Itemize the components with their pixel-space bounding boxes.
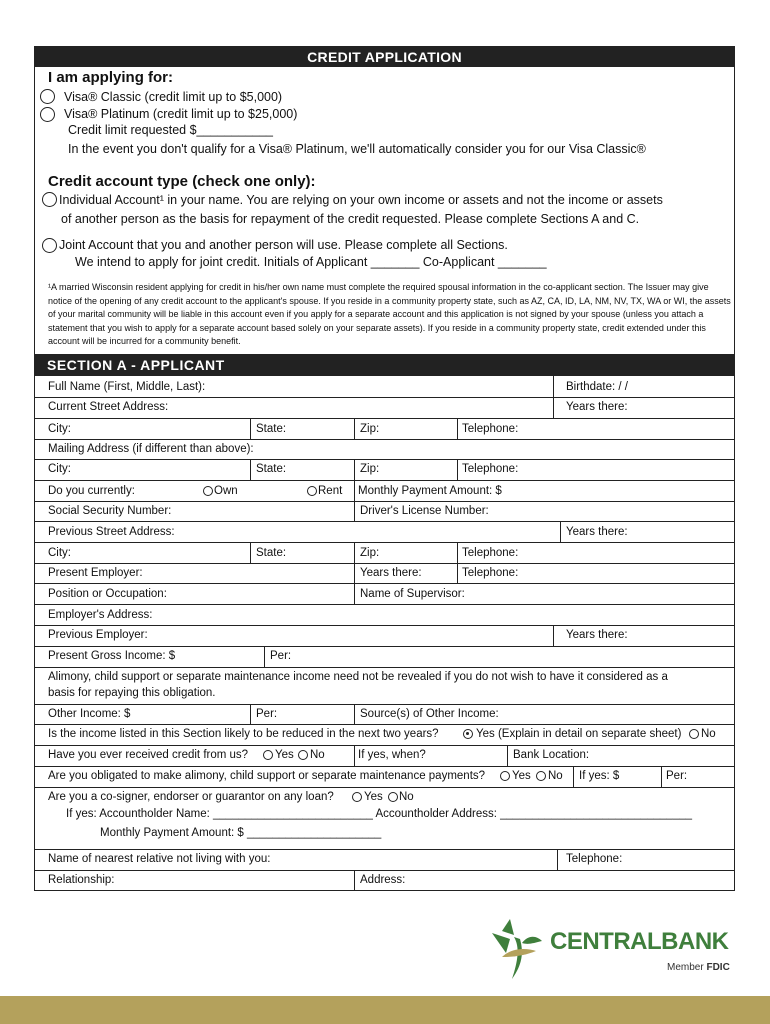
previous-street-field[interactable]: Previous Street Address: <box>48 526 175 538</box>
previous-zip-field[interactable]: Zip: <box>360 547 380 559</box>
gross-income-per-field[interactable]: Per: <box>270 650 292 662</box>
joint-text-1: Joint Account that you and another person will use. Please complete all Sections. <box>59 238 508 252</box>
received-credit-no-radio[interactable] <box>298 750 308 760</box>
mailing-telephone-field[interactable]: Telephone: <box>462 463 519 475</box>
income-reduced-question: Is the income listed in this Section likely to be reduced in the next two years? <box>48 728 439 740</box>
position-field[interactable]: Position or Occupation: <box>48 588 167 600</box>
individual-text-2: of another person as the basis for repayment of the credit requested. Please complete Sections A and C. <box>61 212 640 226</box>
platinum-radio[interactable] <box>40 107 55 122</box>
central-bank-leaf-icon <box>488 913 558 983</box>
other-income-per-field[interactable]: Per: <box>256 708 278 720</box>
drivers-license-field[interactable]: Driver's License Number: <box>360 505 489 517</box>
previous-employer-years-field[interactable]: Years there: <box>566 629 628 641</box>
alimony-obligation-question: Are you obligated to make alimony, child support or separate maintenance payments? <box>48 770 486 782</box>
bottom-bar <box>0 996 770 1024</box>
mailing-state-field[interactable]: State: <box>256 463 287 475</box>
relative-address-field[interactable]: Address: <box>360 874 406 886</box>
income-reduced-yes-label: Yes (Explain in detail on separate sheet) <box>476 728 682 740</box>
classic-radio[interactable] <box>40 89 55 104</box>
mailing-city-field[interactable]: City: <box>48 463 71 475</box>
present-employer-field[interactable]: Present Employer: <box>48 567 143 579</box>
years-there-field[interactable]: Years there: <box>566 401 628 413</box>
employer-telephone-field[interactable]: Telephone: <box>462 567 519 579</box>
received-credit-question: Have you ever received credit from us? <box>48 749 249 761</box>
joint-radio[interactable] <box>42 238 57 253</box>
accountholder-fields[interactable]: If yes: Accountholder Name: _________________________ Accountholder Address: ______________________________ <box>66 808 693 820</box>
platinum-label: Visa® Platinum (credit limit up to $25,000) <box>64 107 298 121</box>
alimony-note-2: basis for repaying this obligation. <box>48 687 216 699</box>
obligation-amount-field[interactable]: If yes: $ <box>579 770 620 782</box>
previous-city-field[interactable]: City: <box>48 547 71 559</box>
relative-telephone-field[interactable]: Telephone: <box>566 853 623 865</box>
telephone-field[interactable]: Telephone: <box>462 423 519 435</box>
rent-label: Rent <box>318 485 343 497</box>
income-reduced-no-label: No <box>701 728 716 740</box>
obligation-per-field[interactable]: Per: <box>666 770 688 782</box>
previous-state-field[interactable]: State: <box>256 547 287 559</box>
previous-years-there-field[interactable]: Years there: <box>566 526 628 538</box>
income-sources-field[interactable]: Source(s) of Other Income: <box>360 708 499 720</box>
cosigner-question: Are you a co-signer, endorser or guarantor on any loan? <box>48 791 334 803</box>
own-radio[interactable] <box>203 486 213 496</box>
cosigner-yes-radio[interactable] <box>352 792 362 802</box>
brand-name: CENTRALBANK <box>550 928 729 955</box>
current-street-field[interactable]: Current Street Address: <box>48 401 169 413</box>
alimony-note-1: Alimony, child support or separate maintenance income need not be revealed if you do not wish to have it considered as a <box>48 671 668 683</box>
individual-text-1: Individual Account¹ in your name. You are relying on your own income or assets and not the income or assets <box>59 193 663 207</box>
rent-radio[interactable] <box>307 486 317 496</box>
classic-label: Visa® Classic (credit limit up to $5,000) <box>64 90 283 104</box>
income-reduced-no-radio[interactable] <box>689 729 699 739</box>
member-fdic <box>667 962 730 973</box>
state-field[interactable]: State: <box>256 423 287 435</box>
obligation-no-radio[interactable] <box>536 771 546 781</box>
cosigner-yes-label: Yes <box>364 791 383 803</box>
zip-field[interactable]: Zip: <box>360 423 380 435</box>
applying-heading: I am applying for: <box>48 69 174 86</box>
relationship-field[interactable]: Relationship: <box>48 874 115 886</box>
member-label: Member <box>667 962 704 973</box>
form-title: CREDIT APPLICATION <box>35 47 734 67</box>
account-type-heading: Credit account type (check one only): <box>48 173 316 190</box>
own-label: Own <box>214 485 238 497</box>
obligation-no-label: No <box>548 770 563 782</box>
joint-initials[interactable]: We intend to apply for joint credit. Initials of Applicant _______ Co-Applicant _______ <box>75 255 547 269</box>
monthly-payment-field[interactable]: Monthly Payment Amount: $ <box>358 485 502 497</box>
city-field[interactable]: City: <box>48 423 71 435</box>
cosigner-no-label: No <box>399 791 414 803</box>
income-reduced-yes-radio[interactable] <box>463 729 473 739</box>
mailing-address-field[interactable]: Mailing Address (if different than above): <box>48 443 254 455</box>
previous-employer-field[interactable]: Previous Employer: <box>48 629 148 641</box>
mailing-zip-field[interactable]: Zip: <box>360 463 380 475</box>
received-credit-yes-label: Yes <box>275 749 294 761</box>
credit-when-field[interactable]: If yes, when? <box>358 749 426 761</box>
obligation-yes-label: Yes <box>512 770 531 782</box>
gross-income-field[interactable]: Present Gross Income: $ <box>48 650 176 662</box>
cosigner-monthly-payment-field[interactable]: Monthly Payment Amount: $ _____________________ <box>100 827 382 839</box>
fallback-note: In the event you don't qualify for a Visa® Platinum, we'll automatically consider you for our Visa Classic® <box>68 142 646 156</box>
birthdate-field[interactable]: Birthdate: / / <box>566 381 629 393</box>
individual-radio[interactable] <box>42 192 57 207</box>
bank-location-field[interactable]: Bank Location: <box>513 749 590 761</box>
received-credit-yes-radio[interactable] <box>263 750 273 760</box>
footnote: ¹A married Wisconsin resident applying for credit in his/her own name must complete the required spousal information in the co-applicant section. The Issuer may give notice of the opening of any credit account to the applicant's spouse. If you reside in a community property state, such as AZ, CA, ID, LA, NM, NV, TX, WA or WI, the assets of your marital community will be liable in this account even if you apply for a separate account and this application is not signed by your spouse (unless you attach a statement that you wish to apply for a separate account based solely on your separate assets). If you reside in a community property state, credit extended under this account will be incurred for a community benefit. <box>48 282 731 346</box>
received-credit-no-label: No <box>310 749 325 761</box>
fdic-label: FDIC <box>706 962 730 973</box>
employer-address-field[interactable]: Employer's Address: <box>48 609 153 621</box>
nearest-relative-field[interactable]: Name of nearest relative not living with you: <box>48 853 271 865</box>
do-you-currently-label: Do you currently: <box>48 485 135 497</box>
employer-years-field[interactable]: Years there: <box>360 567 422 579</box>
other-income-field[interactable]: Other Income: $ <box>48 708 131 720</box>
obligation-yes-radio[interactable] <box>500 771 510 781</box>
supervisor-field[interactable]: Name of Supervisor: <box>360 588 465 600</box>
section-a-title: SECTION A - APPLICANT <box>35 354 734 376</box>
previous-telephone-field[interactable]: Telephone: <box>462 547 519 559</box>
cosigner-no-radio[interactable] <box>388 792 398 802</box>
limit-requested-field[interactable]: Credit limit requested $___________ <box>68 123 273 137</box>
ssn-field[interactable]: Social Security Number: <box>48 505 172 517</box>
full-name-field[interactable]: Full Name (First, Middle, Last): <box>48 381 206 393</box>
